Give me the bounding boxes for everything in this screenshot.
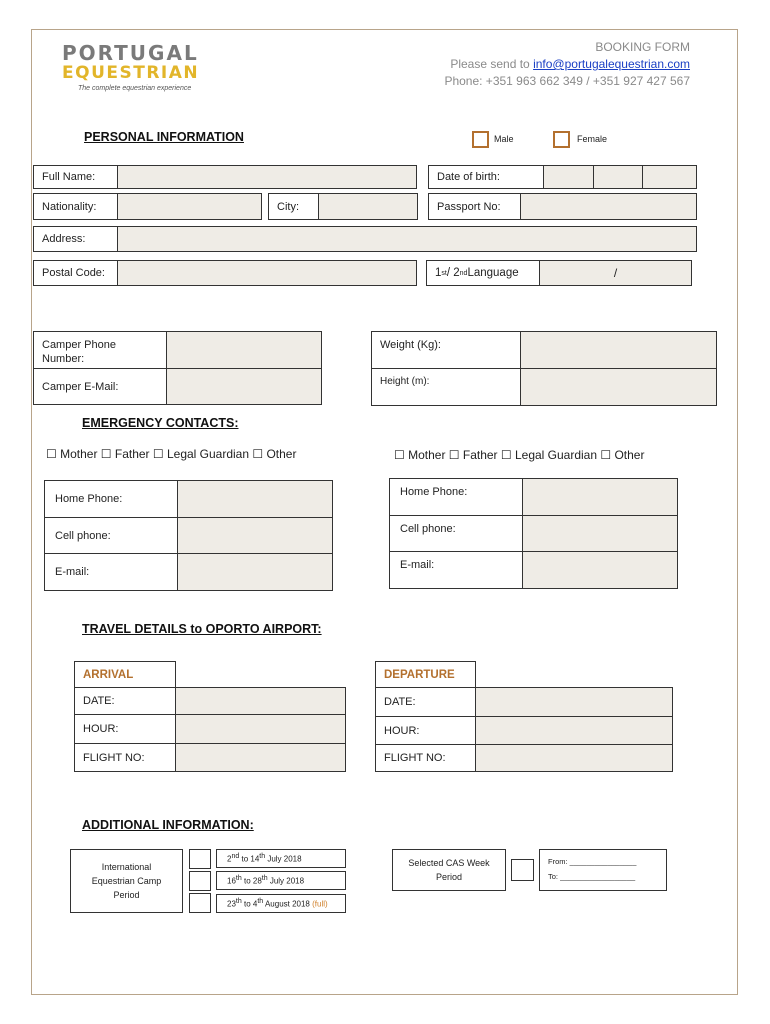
period2-s1: th — [235, 875, 242, 883]
period1-box — [216, 849, 346, 868]
logo — [62, 42, 207, 98]
nationality-field[interactable] — [117, 193, 262, 220]
period1-s1: nd — [231, 853, 240, 861]
language-sup-1: st — [441, 269, 447, 277]
period3-full: (full) — [312, 899, 328, 909]
cas-checkbox[interactable] — [511, 859, 534, 881]
emergency1-cell-field[interactable] — [177, 517, 333, 554]
camp-period-label-box — [70, 849, 183, 913]
departure-flight-label: FLIGHT NO: — [375, 744, 476, 772]
emergency-relation-options-2[interactable]: ☐ Mother ☐ Father ☐ Legal Guardian ☐ Other — [394, 448, 645, 462]
language-text-3: Language — [467, 267, 519, 279]
camper-email-label: Camper E-Mail: — [33, 368, 167, 405]
departure-hour-label: HOUR: — [375, 716, 476, 745]
dob-label: Date of birth: — [428, 165, 544, 189]
weight-label: Weight (Kg): — [371, 331, 521, 369]
period2-a: 16 — [227, 876, 236, 886]
cas-dates-box — [539, 849, 667, 891]
dob-month-field[interactable] — [593, 165, 643, 189]
period3-c: August 2018 — [263, 899, 313, 909]
female-label: Female — [577, 134, 608, 144]
arrival-hour-label: HOUR: — [74, 714, 176, 744]
language-label — [426, 260, 540, 286]
arrival-date-label: DATE: — [74, 687, 176, 715]
postal-code-label: Postal Code: — [33, 260, 118, 286]
period3-checkbox[interactable] — [189, 893, 211, 913]
emergency1-cell-label: Cell phone: — [44, 517, 178, 554]
period2-b: to 28 — [241, 876, 262, 886]
cas-label: Selected CAS Week Period — [408, 858, 490, 882]
period3-s2: th — [257, 898, 264, 906]
camp-period-label: International Equestrian Camp Period — [91, 862, 162, 900]
email-link[interactable]: info@portugalequestrian.com — [533, 57, 690, 71]
departure-header: DEPARTURE — [375, 661, 476, 688]
address-label: Address: — [33, 226, 118, 252]
form-title: BOOKING FORM — [595, 40, 690, 54]
full-name-label: Full Name: — [33, 165, 118, 189]
logo-tagline: The complete equestrian experience — [78, 85, 192, 92]
period2-s2: th — [261, 875, 268, 883]
period2-text — [227, 875, 304, 886]
passport-field[interactable] — [520, 193, 697, 220]
send-prefix: Please send to — [450, 57, 534, 71]
emergency2-email-label: E-mail: — [389, 551, 523, 589]
emergency2-cell-field[interactable] — [522, 515, 678, 552]
emergency-relation-options-1[interactable]: ☐ Mother ☐ Father ☐ Legal Guardian ☐ Other — [46, 447, 297, 461]
arrival-flight-label: FLIGHT NO: — [74, 743, 176, 772]
emergency2-cell-label: Cell phone: — [389, 515, 523, 552]
postal-code-field[interactable] — [117, 260, 417, 286]
height-field[interactable] — [520, 368, 717, 406]
period2-box — [216, 871, 346, 890]
language-sup-2: nd — [459, 269, 468, 277]
camper-email-field[interactable] — [166, 368, 322, 405]
language-separator: / — [613, 266, 618, 280]
phone-line: Phone: +351 963 662 349 / +351 927 427 567 — [444, 74, 690, 88]
cas-label-box — [392, 849, 506, 891]
camper-phone-field[interactable] — [166, 331, 322, 369]
period1-s2: th — [259, 853, 266, 861]
departure-flight-field[interactable] — [475, 744, 673, 772]
dob-day-field[interactable] — [543, 165, 594, 189]
language-text-1: 1 — [435, 267, 442, 279]
nationality-label: Nationality: — [33, 193, 118, 220]
language-text-2: / 2 — [446, 267, 460, 279]
personal-info-title: PERSONAL INFORMATION — [84, 130, 244, 144]
period3-b: to 4 — [241, 899, 258, 909]
address-field[interactable] — [117, 226, 697, 252]
period2-c: July 2018 — [267, 876, 305, 886]
language-field[interactable] — [539, 260, 692, 286]
emergency1-email-label: E-mail: — [44, 553, 178, 591]
male-label: Male — [494, 134, 514, 144]
departure-date-field[interactable] — [475, 687, 673, 717]
camper-phone-label: Camper Phone Number: — [33, 331, 167, 369]
period3-text — [227, 898, 328, 909]
departure-hour-field[interactable] — [475, 716, 673, 745]
arrival-date-field[interactable] — [175, 687, 346, 715]
cas-from[interactable]: From: ________________ — [548, 857, 637, 866]
send-line — [360, 56, 690, 73]
city-field[interactable] — [318, 193, 418, 220]
city-label: City: — [268, 193, 319, 220]
emergency-title: EMERGENCY CONTACTS: — [82, 416, 239, 430]
emergency2-email-field[interactable] — [522, 551, 678, 589]
female-checkbox[interactable] — [553, 131, 570, 148]
emergency1-home-label: Home Phone: — [44, 480, 178, 518]
period1-c: July 2018 — [265, 854, 302, 864]
period3-box — [216, 894, 346, 913]
dob-year-field[interactable] — [642, 165, 697, 189]
emergency2-home-label: Home Phone: — [389, 478, 523, 516]
logo-word-equestrian: EQUESTRIAN — [62, 63, 200, 83]
arrival-hour-field[interactable] — [175, 714, 346, 744]
emergency1-email-field[interactable] — [177, 553, 333, 591]
period3-s1: th — [235, 898, 242, 906]
weight-field[interactable] — [520, 331, 717, 369]
arrival-flight-field[interactable] — [175, 743, 346, 772]
full-name-field[interactable] — [117, 165, 417, 189]
cas-to[interactable]: To: __________________ — [548, 872, 636, 881]
logo-word-portugal: PORTUGAL — [62, 41, 199, 65]
travel-title: TRAVEL DETAILS to OPORTO AIRPORT: — [82, 622, 322, 636]
male-checkbox[interactable] — [472, 131, 489, 148]
period1-checkbox[interactable] — [189, 849, 211, 869]
period1-text — [227, 853, 302, 864]
height-label: Height (m): — [371, 368, 521, 406]
arrival-header: ARRIVAL — [74, 661, 176, 688]
period2-checkbox[interactable] — [189, 871, 211, 891]
period1-b: to 14 — [239, 854, 260, 864]
emergency1-home-field[interactable] — [177, 480, 333, 518]
period3-a: 23 — [227, 899, 236, 909]
departure-date-label: DATE: — [375, 687, 476, 717]
period1-a: 2 — [227, 854, 232, 864]
passport-label: Passport No: — [428, 193, 521, 220]
additional-title: ADDITIONAL INFORMATION: — [82, 818, 254, 832]
emergency2-home-field[interactable] — [522, 478, 678, 516]
header-contact — [360, 39, 690, 90]
